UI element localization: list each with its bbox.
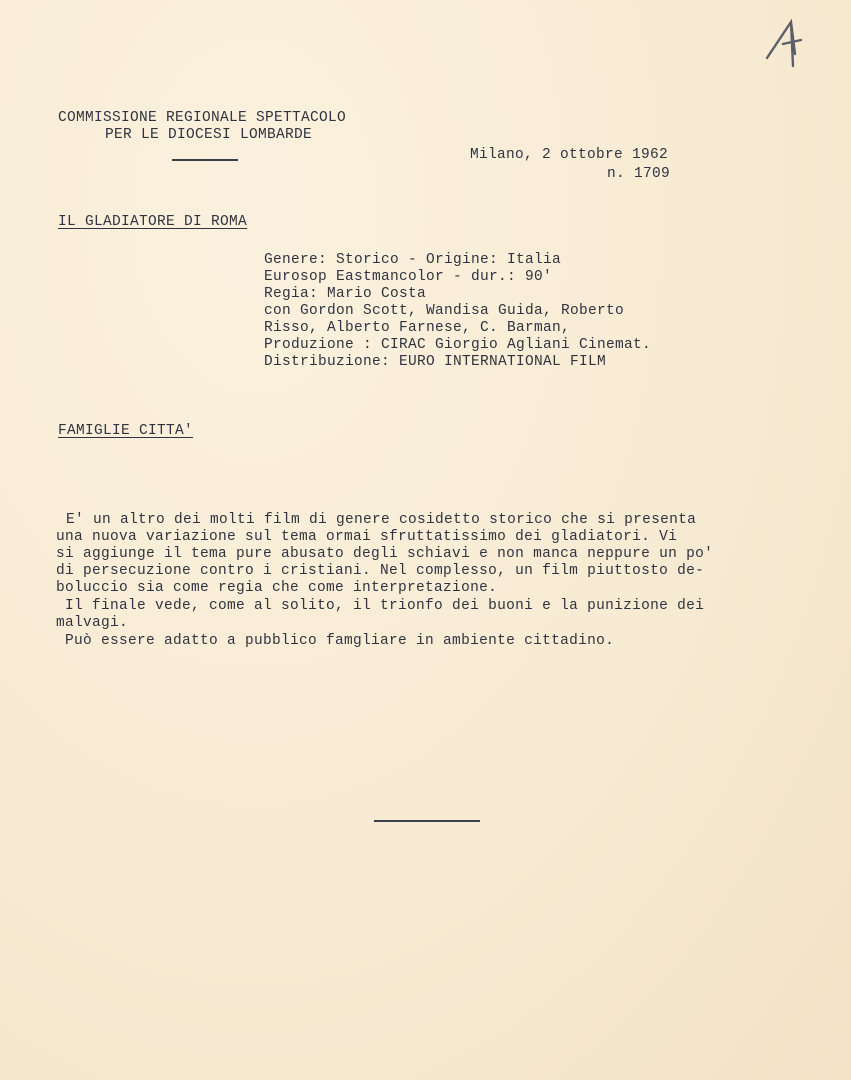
rating-label: FAMIGLIE CITTA' xyxy=(58,423,194,439)
review-line: Può essere adatto a pubblico famgliare in ambiente cittadino. xyxy=(56,633,615,649)
film-title: IL GLADIATORE DI ROMA xyxy=(58,214,248,230)
closing-rule xyxy=(374,820,480,822)
org-line-2: PER LE DIOCESI LOMBARDE xyxy=(105,127,313,143)
review-line: malvagi. xyxy=(56,615,129,631)
header-rule xyxy=(172,159,238,161)
review-line: boluccio sia come regia che come interpretazione. xyxy=(56,580,498,596)
review-line: di persecuzione contro i cristiani. Nel complesso, un film piuttosto de- xyxy=(56,563,705,579)
protocol-number: n. 1709 xyxy=(607,166,671,182)
org-line-1: COMMISSIONE REGIONALE SPETTACOLO xyxy=(58,110,347,126)
review-line: E' un altro dei molti film di genere cosidetto storico che si presenta xyxy=(66,512,697,528)
detail-director: Regia: Mario Costa xyxy=(264,286,427,302)
review-line: una nuova variazione sul tema ormai sfruttatissimo dei gladiatori. Vi xyxy=(56,529,678,545)
detail-production: Produzione : CIRAC Giorgio Agliani Cinemat. xyxy=(264,337,652,353)
review-line: si aggiunge il tema pure abusato degli schiavi e non manca neppure un po' xyxy=(56,546,714,562)
review-line: Il finale vede, come al solito, il trionfo dei buoni e la punizione dei xyxy=(56,598,705,614)
detail-cast-1: con Gordon Scott, Wandisa Guida, Roberto xyxy=(264,303,625,319)
handwritten-page-number xyxy=(761,14,811,74)
date-line: Milano, 2 ottobre 1962 xyxy=(470,147,669,163)
detail-distribution: Distribuzione: EURO INTERNATIONAL FILM xyxy=(264,354,607,370)
detail-cast-2: Risso, Alberto Farnese, C. Barman, xyxy=(264,320,571,336)
detail-genre: Genere: Storico - Origine: Italia xyxy=(264,252,562,268)
detail-format: Eurosop Eastmancolor - dur.: 90' xyxy=(264,269,553,285)
